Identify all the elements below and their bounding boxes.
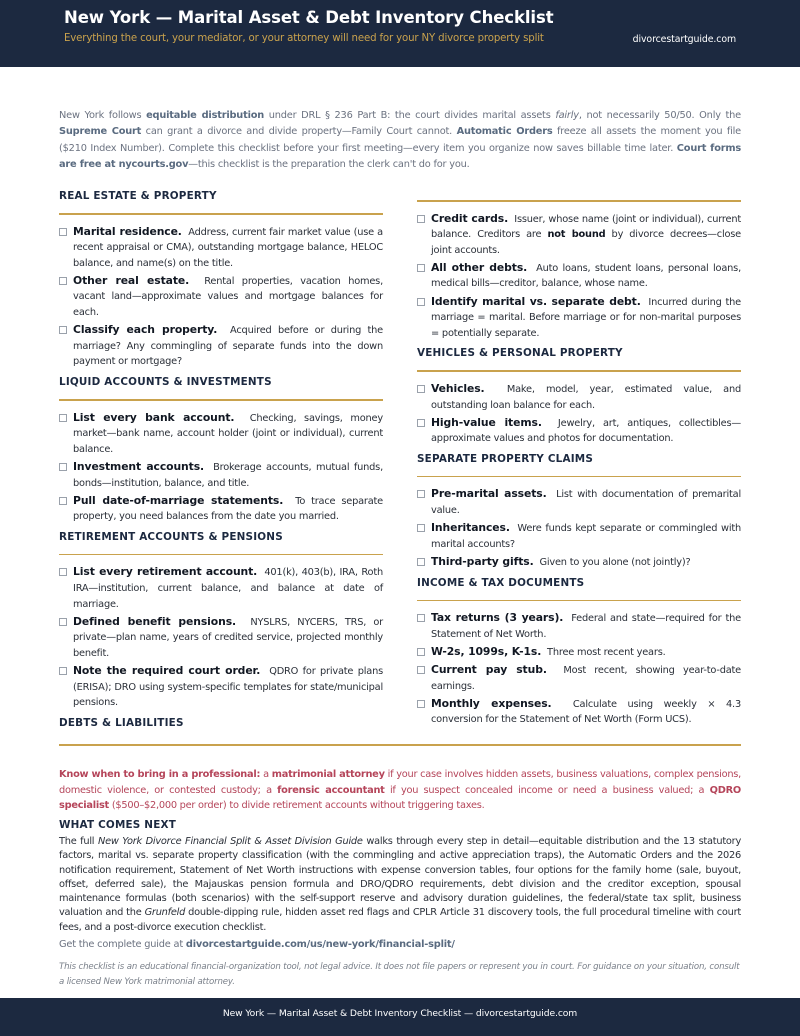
checkbox[interactable] bbox=[417, 558, 425, 566]
checklist-item: Marital residence. Address, current fair market value (use a recent appraisal or CMA), outstanding mortgage balance, HELOC balance, and name(s) on the title. bbox=[59, 224, 383, 272]
checkbox[interactable] bbox=[417, 666, 425, 674]
page-subtitle: Everything the court, your mediator, or your attorney will need for your NY divorce property split bbox=[64, 33, 544, 44]
section-divider bbox=[417, 600, 741, 602]
intro-paragraph: New York follows equitable distribution under DRL § 236 Part B: the court divides marital assets fairly, not necessarily 50/50. Only the Supreme Court can grant a divorce and divide property—Family Court cannot. Automatic Orders freeze all assets the moment you file ($210 Index Number). Complete this checklist before your first meeting—every item you organize now saves billable time later. Court forms are free at nycourts.gov—this checklist is the preparation the clerk can't do for you. bbox=[59, 110, 742, 170]
checklist-item: Vehicles. Make, model, year, estimated value, and outstanding loan balance for each. bbox=[417, 381, 741, 413]
checklist-item: Pull date-of-marriage statements. To trace separate property, you need balances from the date you married. bbox=[59, 493, 383, 525]
checklist-item: All other debts. Auto loans, student loans, personal loans, medical bills—creditor, balance, whose name. bbox=[417, 260, 741, 292]
what-comes-next-paragraph: The full New York Divorce Financial Split & Asset Division Guide walks through every step in detail—equitable distribution and the 13 statutory factors, marital vs. separate property classification (with the commingling and active appreciation traps), the Automatic Orders and the 2026 notification requirement, Statement of Net Worth instructions with expense conversion tables, four options for the family home (sale, buyout, offset, deferred sale), the Majauskas pension formula and DRO/QDRO requirements, debt division and the creditor exception, spousal maintenance formulas (both scenarios) with the self-support reserve and advisory duration guidelines, the federal/state tax split, business valuation and the Grunfeld double-dipping rule, hidden asset red flags and CPLR Article 31 discovery tools, the full procedural timeline with court fees, and a post-divorce execution checklist. bbox=[59, 836, 741, 933]
checklist-item: Current pay stub. Most recent, showing year-to-date earnings. bbox=[417, 662, 741, 694]
bottom-divider bbox=[59, 744, 741, 746]
checklist-item: W-2s, 1099s, K-1s. Three most recent years. bbox=[417, 644, 741, 661]
checkbox[interactable] bbox=[417, 215, 425, 223]
checklist-item: High-value items. Jewelry, art, antiques, collectibles—approximate values and photos for documentation. bbox=[417, 415, 741, 447]
disclaimer: This checklist is an educational financial-organization tool, not legal advice. It does not file papers or represent you in court. For guidance on your situation, consult a licensed New York matrimonial attorney. bbox=[59, 962, 740, 987]
checklist-item: Classify each property. Acquired before or during the marriage? Any commingling of separate funds into the down payment or mortgage? bbox=[59, 322, 383, 370]
right-column bbox=[417, 200, 741, 734]
section-debts-continued bbox=[417, 211, 741, 342]
checkbox[interactable] bbox=[417, 700, 425, 708]
section-title: LIQUID ACCOUNTS & INVESTMENTS bbox=[59, 376, 272, 389]
checklist-item: List every bank account. Checking, savings, money market—bank name, account holder (joint or individual), current balance. bbox=[59, 410, 383, 458]
checkbox[interactable] bbox=[417, 524, 425, 532]
professional-callout: Know when to bring in a professional: a matrimonial attorney if your case involves hidden assets, business valuations, complex pensions, domestic violence, or contested custody; a forensic accountant if you suspect concealed income or need a business valued; a QDRO specialist ($500–$2,000 per order) to divide retirement accounts without triggering taxes. bbox=[59, 769, 742, 811]
section-separate-property bbox=[417, 453, 741, 571]
checklist-item: Other real estate. Rental properties, vacation homes, vacant land—approximate values and mortgage balances for each. bbox=[59, 273, 383, 321]
checkbox[interactable] bbox=[59, 277, 67, 285]
section-debts bbox=[59, 717, 383, 732]
section-divider bbox=[417, 370, 741, 372]
section-divider bbox=[59, 213, 383, 215]
section-divider bbox=[417, 200, 741, 202]
what-comes-next-heading: WHAT COMES NEXT bbox=[59, 819, 176, 831]
checkbox[interactable] bbox=[417, 419, 425, 427]
checklist-item: Defined benefit pensions. NYSLRS, NYCERS, TRS, or private—plan name, years of credited service, projected monthly benefit. bbox=[59, 614, 383, 662]
checklist-item: Note the required court order. QDRO for private plans (ERISA); DRO using system-specific templates for state/municipal pensions. bbox=[59, 663, 383, 711]
checkbox[interactable] bbox=[59, 667, 67, 675]
section-divider bbox=[59, 554, 383, 556]
checklist-item: Pre-marital assets. List with documentation of premarital value. bbox=[417, 486, 741, 518]
checklist-item: Third-party gifts. Given to you alone (not jointly)? bbox=[417, 554, 741, 571]
section-title: RETIREMENT ACCOUNTS & PENSIONS bbox=[59, 530, 283, 543]
checkbox[interactable] bbox=[59, 228, 67, 236]
section-retirement bbox=[59, 531, 383, 711]
checkbox[interactable] bbox=[59, 326, 67, 334]
checkbox[interactable] bbox=[417, 298, 425, 306]
checkbox[interactable] bbox=[59, 568, 67, 576]
checklist-item: Tax returns (3 years). Federal and state—required for the Statement of Net Worth. bbox=[417, 610, 741, 642]
footer-text: New York — Marital Asset & Debt Inventory Checklist — divorcestartguide.com bbox=[222, 1008, 578, 1019]
page-title: New York — Marital Asset & Debt Inventory Checklist bbox=[64, 8, 554, 27]
checkbox[interactable] bbox=[417, 385, 425, 393]
section-income-tax bbox=[417, 577, 741, 728]
checkbox[interactable] bbox=[59, 618, 67, 626]
section-divider bbox=[59, 399, 383, 401]
section-divider bbox=[417, 476, 741, 478]
checklist-item: Credit cards. Issuer, whose name (joint or individual), current balance. Creditors are not bound by divorce decrees—close joint accounts. bbox=[417, 211, 741, 259]
checkbox[interactable] bbox=[417, 264, 425, 272]
left-column bbox=[59, 190, 383, 740]
section-title: SEPARATE PROPERTY CLAIMS bbox=[417, 452, 594, 465]
checklist-item: List every retirement account. 401(k), 403(b), IRA, Roth IRA—institution, current balance, and balance at date of marriage. bbox=[59, 564, 383, 612]
section-real-estate bbox=[59, 190, 383, 370]
section-liquid-accounts bbox=[59, 376, 383, 525]
checkbox[interactable] bbox=[59, 497, 67, 505]
checkbox[interactable] bbox=[417, 648, 425, 656]
checkbox[interactable] bbox=[59, 463, 67, 471]
site-name: divorcestartguide.com bbox=[632, 34, 736, 45]
guide-link[interactable]: divorcestartguide.com/us/new-york/financial-split/ bbox=[185, 939, 455, 950]
section-title: INCOME & TAX DOCUMENTS bbox=[417, 576, 585, 589]
checklist-item: Identify marital vs. separate debt. Incurred during the marriage = marital. Before marriage or for non-marital purposes = potentially separate. bbox=[417, 294, 741, 342]
section-title: REAL ESTATE & PROPERTY bbox=[59, 190, 217, 202]
section-vehicles bbox=[417, 347, 741, 446]
page-header bbox=[0, 0, 800, 67]
checklist-item: Monthly expenses. Calculate using weekly × 4.3 conversion for the Statement of Net Worth (Form UCS). bbox=[417, 696, 741, 728]
checkbox[interactable] bbox=[417, 490, 425, 498]
checklist-item: Investment accounts. Brokerage accounts, mutual funds, bonds—institution, balance, and title. bbox=[59, 459, 383, 491]
section-title: VEHICLES & PERSONAL PROPERTY bbox=[417, 347, 623, 360]
guide-line: Get the complete guide at divorcestartguide.com/us/new-york/financial-split/ bbox=[59, 939, 455, 950]
page-footer bbox=[0, 998, 800, 1036]
checkbox[interactable] bbox=[59, 414, 67, 422]
checkbox[interactable] bbox=[417, 614, 425, 622]
checklist-item: Inheritances. Were funds kept separate or commingled with marital accounts? bbox=[417, 520, 741, 552]
section-title: DEBTS & LIABILITIES bbox=[59, 716, 184, 729]
